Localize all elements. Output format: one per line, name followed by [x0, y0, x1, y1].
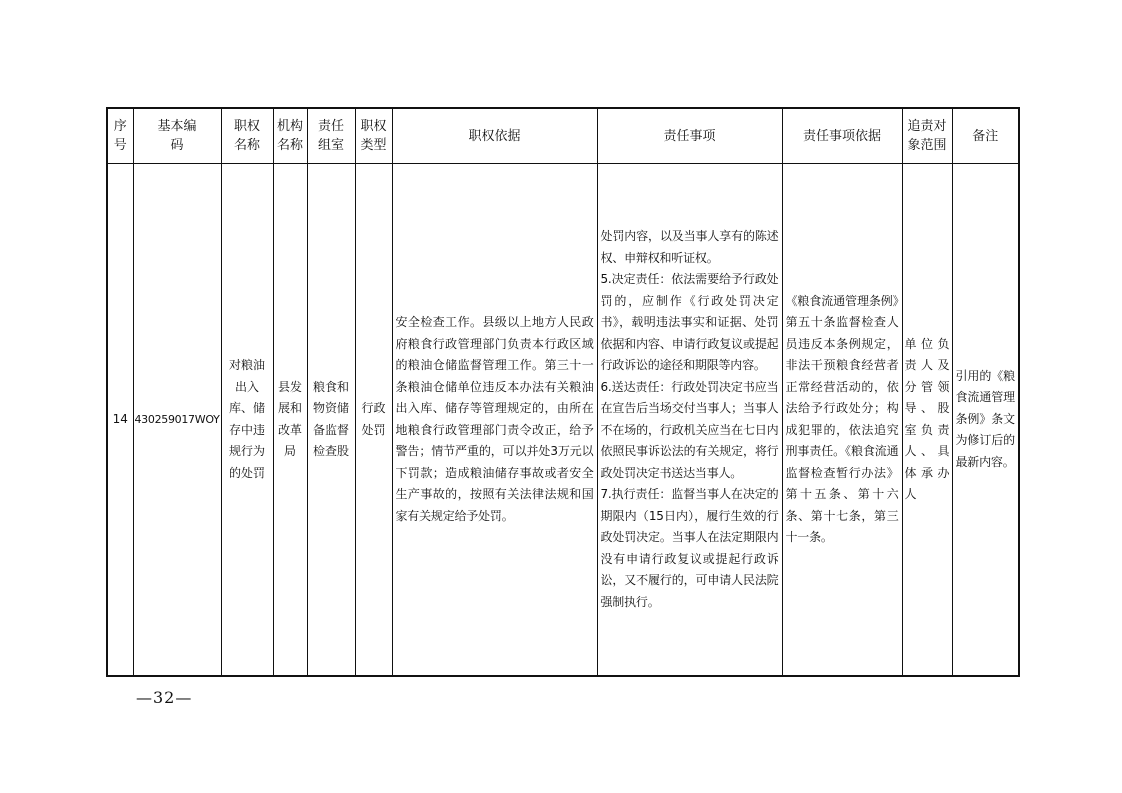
cell-code: 430259017WOY [133, 164, 221, 677]
header-items-basis: 责任事项依据 [782, 108, 902, 164]
header-type: 职权类型 [355, 108, 392, 164]
cell-seq: 14 [107, 164, 133, 677]
header-code: 基本编码 [133, 108, 221, 164]
cell-type: 行政处罚 [355, 164, 392, 677]
header-org: 机构名称 [273, 108, 307, 164]
header-scope: 追责对象范围 [902, 108, 952, 164]
header-name: 职权名称 [221, 108, 273, 164]
page-number: —32— [136, 688, 193, 707]
header-basis: 职权依据 [392, 108, 597, 164]
header-seq: 序号 [107, 108, 133, 164]
cell-dept: 粮食和物资储备监督检查股 [307, 164, 355, 677]
cell-items-basis: 《粮食流通管理条例》第五十条监督检查人员违反本条例规定，非法干预粮食经营者正常经营活动的，依法给予行政处分；构成犯罪的，依法追究刑事责任。《粮食流通监督检查暂行办法》第十五条、第十六条、第十七条，第三十一条。 [782, 164, 902, 677]
duty-table [106, 107, 1020, 677]
header-items: 责任事项 [597, 108, 782, 164]
cell-org: 县发展和改革局 [273, 164, 307, 677]
cell-scope: 单位负责人及分管领导、股室负责人、具体承办人 [902, 164, 952, 677]
cell-name: 对粮油出入库、储存中违规行为的处罚 [221, 164, 273, 677]
header-dept: 责任组室 [307, 108, 355, 164]
cell-remark: 引用的《粮食流通管理条例》条文为修订后的最新内容。 [952, 164, 1019, 677]
cell-basis: 安全检查工作。县级以上地方人民政府粮食行政管理部门负责本行政区域的粮油仓储监督管理工作。第三十一条粮油仓储单位违反本办法有关粮油出入库、储存等管理规定的，由所在地粮食行政管理部门责令改正，给予警告；情节严重的，可以并处3万元以下罚款；造成粮油储存事故或者安全生产事故的，按照有关法律法规和国家有关规定给予处罚。 [392, 164, 597, 677]
table-header-row [107, 108, 1019, 164]
cell-items: 处罚内容，以及当事人享有的陈述权、申辩权和听证权。 5.决定责任：依法需要给予行政处罚的，应制作《行政处罚决定书》，载明违法事实和证据、处罚依据和内容、申请行政复议或提起行政诉讼的途径和期限等内容。 6.送达责任：行政处罚决定书应当在宣告后当场交付当事人；当事人不在场的，行政机关应当在七日内依照民事诉讼法的有关规定，将行政处罚决定书送达当事人。 7.执行责任：监督当事人在决定的期限内（15日内），履行生效的行政处罚决定。当事人在法定期限内没有申请行政复议或提起行政诉讼，又不履行的，可申请人民法院强制执行。 [597, 164, 782, 677]
header-remark: 备注 [952, 108, 1019, 164]
table-row [107, 164, 1019, 677]
